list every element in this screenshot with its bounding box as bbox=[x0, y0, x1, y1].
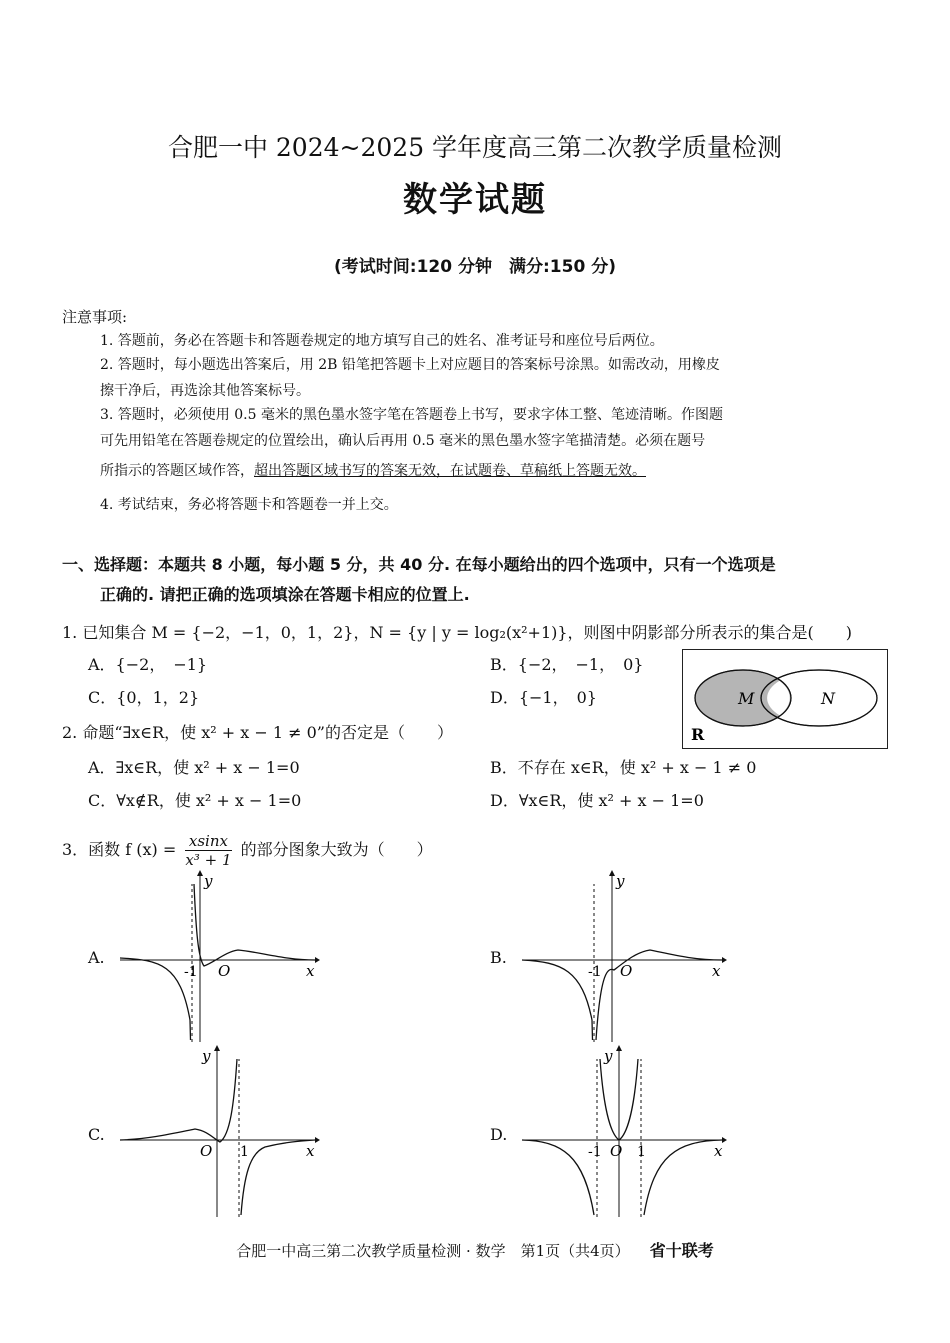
time-info: (考试时间:120 分钟 满分:150 分) bbox=[334, 257, 616, 277]
q1-option-a: A．{−2， −1} bbox=[88, 655, 208, 674]
axis-y: y bbox=[616, 872, 625, 890]
question-3-stem bbox=[62, 832, 433, 869]
subject-title: 数学试题 bbox=[403, 180, 547, 220]
notice-item: 1. 答题前，务必在答题卡和答题卷规定的地方填写自己的姓名、准考证号和座位号后两位。 bbox=[100, 333, 664, 349]
exam-title: 合肥一中 2024~2025 学年度高三第二次教学质量检测 bbox=[167, 133, 783, 162]
axis-x: x bbox=[712, 962, 721, 980]
origin: O bbox=[200, 1142, 213, 1160]
axis-y: y bbox=[202, 1047, 211, 1065]
notice-item bbox=[100, 460, 900, 480]
q1-option-c: C．{0，1，2} bbox=[88, 688, 200, 707]
origin: O bbox=[218, 962, 231, 980]
q3-graph-b bbox=[522, 870, 727, 1042]
venn-diagram bbox=[682, 649, 888, 749]
origin: O bbox=[620, 962, 633, 980]
q2-option-b: B．不存在 x∈R，使 x² + x − 1 ≠ 0 bbox=[490, 758, 757, 777]
notice-item: 3. 答题时，必须使用 0.5 毫米的黑色墨水签字笔在答题卷上书写，要求字体工整、笔迹清晰。作图题 bbox=[100, 407, 723, 423]
q3-graph-a bbox=[120, 870, 320, 1042]
footer-text: 合肥一中高三第二次教学质量检测 · 数学 第1页（共4页） bbox=[236, 1242, 630, 1260]
q3-numerator: xsinx bbox=[185, 832, 231, 851]
q3-denominator: x³ + 1 bbox=[185, 851, 232, 869]
q1-option-b: B．{−2， −1， 0} bbox=[490, 655, 644, 674]
notice-item: 擦干净后，再选涂其他答案标号。 bbox=[100, 383, 310, 399]
origin: O bbox=[610, 1142, 623, 1160]
q2-option-a: A．∃x∈R，使 x² + x − 1=0 bbox=[88, 758, 300, 777]
q1-option-d: D．{−1， 0} bbox=[490, 688, 597, 707]
venn-label-r: R bbox=[691, 725, 705, 744]
q3-option-a-label: A. bbox=[88, 948, 105, 967]
notice-item: 4. 考试结束，务必将答题卡和答题卷一并上交。 bbox=[100, 497, 398, 513]
q3-option-d-label: D. bbox=[490, 1125, 508, 1144]
notice-heading: 注意事项: bbox=[62, 308, 128, 326]
section-heading: 一、选择题：本题共 8 小题，每小题 5 分，共 40 分. 在每小题给出的四个选项中，只有一个选项是 bbox=[62, 555, 776, 574]
q2-option-d: D．∀x∈R，使 x² + x − 1=0 bbox=[490, 791, 704, 810]
question-1-stem: 1. 已知集合 M = {−2，−1，0，1，2}，N = {y | y = log₂(x²+1)}，则图中阴影部分所表示的集合是( ) bbox=[62, 623, 853, 642]
q3-stem-suffix: 的部分图象大致为（ ） bbox=[240, 840, 433, 859]
venn-label-n: N bbox=[821, 689, 835, 708]
axis-x: x bbox=[714, 1142, 723, 1160]
q2-option-c: C．∀x∉R，使 x² + x − 1=0 bbox=[88, 791, 302, 810]
page-footer bbox=[0, 1238, 950, 1261]
tick-label-right: 1 bbox=[637, 1144, 646, 1160]
question-2-stem: 2. 命题“∃x∈R，使 x² + x − 1 ≠ 0”的否定是（ ） bbox=[62, 723, 453, 742]
notice-item: 可先用铅笔在答题卷规定的位置绘出，确认后再用 0.5 毫米的黑色墨水签字笔描清楚。必须在题号 bbox=[100, 433, 706, 449]
tick-label: 1 bbox=[240, 1144, 249, 1160]
q3-stem-prefix: 3．函数 f (x) = bbox=[62, 840, 177, 859]
notice-text: 所指示的答题区域作答， bbox=[100, 463, 254, 479]
axis-y: y bbox=[604, 1047, 613, 1065]
venn-label-m: M bbox=[738, 689, 755, 708]
q3-option-c-label: C. bbox=[88, 1125, 105, 1144]
axis-y: y bbox=[204, 872, 213, 890]
q3-option-b-label: B. bbox=[490, 948, 507, 967]
axis-x: x bbox=[306, 962, 315, 980]
q3-fraction bbox=[185, 832, 231, 869]
tick-label-left: -1 bbox=[588, 1144, 602, 1160]
q3-graph-d bbox=[522, 1045, 727, 1217]
brand-logo: 省十联考 bbox=[649, 1241, 714, 1260]
section-heading-cont: 正确的. 请把正确的选项填涂在答题卡相应的位置上. bbox=[100, 585, 470, 604]
axis-x: x bbox=[306, 1142, 315, 1160]
q3-graph-c bbox=[120, 1045, 320, 1217]
tick-label: -1 bbox=[588, 964, 602, 980]
notice-item: 2. 答题时，每小题选出答案后，用 2B 铅笔把答题卡上对应题目的答案标号涂黑。如需改动，用橡皮 bbox=[100, 357, 720, 373]
notice-emphasis: 超出答题区域书写的答案无效，在试题卷、草稿纸上答题无效。 bbox=[254, 463, 646, 479]
tick-label: -1 bbox=[184, 964, 198, 980]
